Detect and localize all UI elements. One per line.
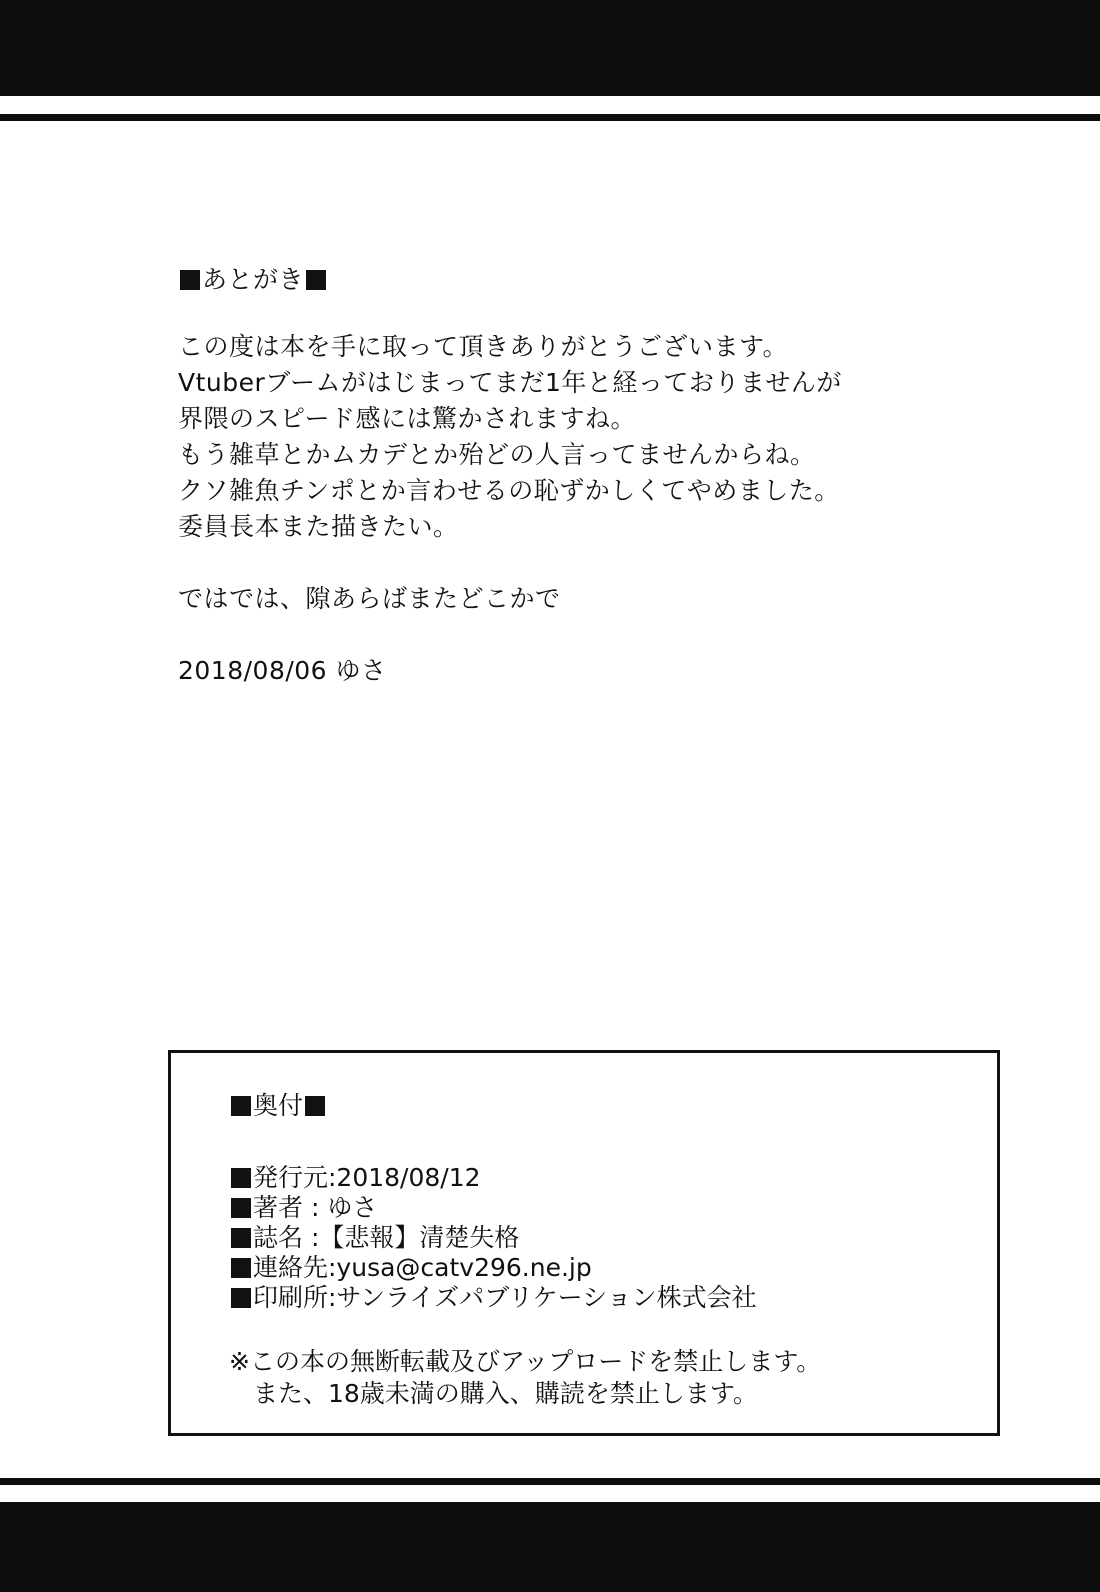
colophon-notice-reproduction: ※この本の無断転載及びアップロードを禁止します。	[229, 1347, 822, 1376]
square-bullet-icon	[231, 1096, 251, 1116]
colophon-notice-age: また、18歳未満の購入、購読を禁止します。	[253, 1379, 758, 1408]
bottom-rule	[0, 1478, 1100, 1485]
afterword-line: Vtuberブームがはじまってまだ1年と経っておりませんが	[178, 368, 842, 397]
afterword-line: この度は本を手に取って頂きありがとうございます。	[178, 332, 789, 361]
colophon-row-author	[229, 1193, 989, 1223]
afterword-section	[178, 262, 1058, 689]
afterword-heading-text: あとがき	[202, 265, 305, 294]
colophon-row-text: 連絡先:yusa@catv296.ne.jp	[253, 1253, 592, 1282]
afterword-line: クソ雑魚チンポとか言わせるの恥ずかしくてやめました。	[178, 476, 840, 505]
afterword-line: 界隈のスピード感には驚かされますね。	[178, 404, 637, 433]
colophon-heading	[229, 1091, 989, 1121]
colophon-row-text: 誌名 :【悲報】清楚失格	[253, 1223, 520, 1252]
afterword-line: 委員長本また描きたい。	[178, 512, 459, 541]
bottom-black-band	[0, 1502, 1100, 1592]
square-bullet-icon	[231, 1288, 251, 1308]
colophon-row-publish-date	[229, 1163, 989, 1193]
top-rule	[0, 114, 1100, 121]
afterword-heading	[178, 262, 1058, 298]
afterword-line: もう雑草とかムカデとか殆どの人言ってませんからね。	[178, 440, 816, 469]
square-bullet-icon	[305, 1096, 325, 1116]
colophon-row-printer	[229, 1283, 989, 1313]
colophon-content	[229, 1091, 989, 1411]
colophon-heading-text: 奥付	[253, 1091, 304, 1120]
afterword-signature: 2018/08/06 ゆさ	[178, 656, 387, 685]
colophon-row-title	[229, 1223, 989, 1253]
colophon-row-text: 発行元:2018/08/12	[253, 1163, 481, 1192]
colophon-row-text: 著者 : ゆさ	[253, 1193, 378, 1222]
square-bullet-icon	[231, 1228, 251, 1248]
square-bullet-icon	[231, 1198, 251, 1218]
square-bullet-icon	[306, 270, 326, 290]
square-bullet-icon	[180, 270, 200, 290]
afterword-closing: ではでは、隙あらばまたどこかで	[178, 584, 561, 613]
square-bullet-icon	[231, 1258, 251, 1278]
colophon-row-text: 印刷所:サンライズパブリケーション株式会社	[253, 1283, 757, 1312]
square-bullet-icon	[231, 1168, 251, 1188]
colophon-box	[168, 1050, 1000, 1436]
colophon-row-contact	[229, 1253, 989, 1283]
top-black-band	[0, 0, 1100, 96]
